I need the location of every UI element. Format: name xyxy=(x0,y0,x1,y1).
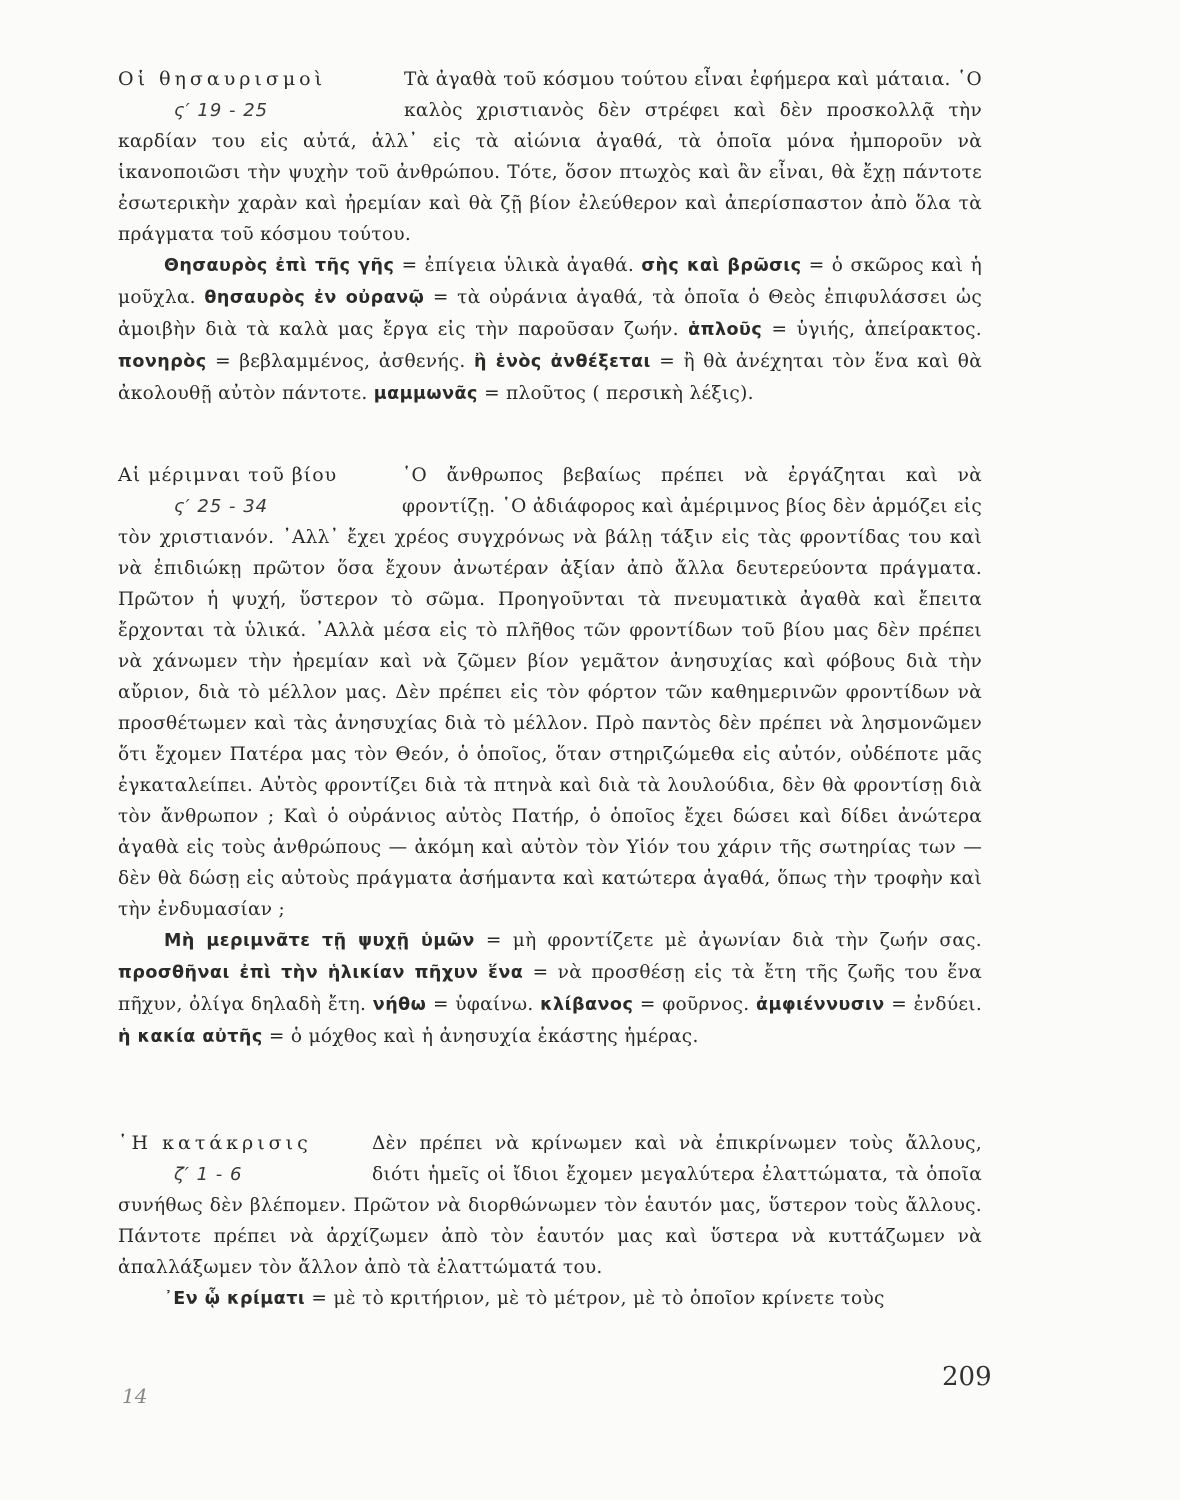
glossary-notes xyxy=(118,925,982,1053)
page-number: 209 xyxy=(942,1362,992,1392)
note-text: = ἢ θὰ ἀνέχηται τὸν ἕνα καὶ θὰ ἀκολουθῇ αὐτὸν πάντοτε. xyxy=(118,351,983,404)
note-text: = ὁ σκῶρος καὶ ἡ μοῦχλα. xyxy=(118,255,982,308)
section-judgement xyxy=(118,1128,982,1315)
note-term: Θησαυρὸς ἐπὶ τῆς γῆς xyxy=(164,256,395,276)
note-text: = ὁ μόχθος καὶ ἡ ἀνησυχία ἑκάστης ἡμέρας. xyxy=(262,1026,699,1047)
scripture-reference: ζ′ 1 - 6 xyxy=(174,1164,243,1185)
note-text: = πλοῦτος ( περσικὴ λέξις). xyxy=(477,383,754,404)
note-text: = ὑφαίνω. xyxy=(426,994,541,1015)
note-term: ᾿Εν ᾧ κρίματι xyxy=(164,1289,306,1309)
section-body: Δὲν πρέπει νὰ κρίνωμεν καὶ νὰ ἐπικρίνωμεν τοὺς ἄλλους, διότι ἡμεῖς οἱ ἴδιοι ἔχομεν μεγαλύτερα ἐλαττώματα, τὰ ὁποῖα συνήθως δὲν βλέπομεν. Πρῶτον νὰ διορθώνωμεν τὸν ἑαυτόν μας, ὕστερον τοὺς ἄλλους. Πάντοτε πρέπει νὰ ἀρχίζωμεν ἀπὸ τὸν ἑαυτόν μας καὶ ὕστερα νὰ κυττάζωμεν νὰ ἀπαλλάξωμεν τὸν ἄλλον ἀπὸ τὰ ἐλαττώματά του. xyxy=(118,1133,982,1278)
glossary-notes xyxy=(118,1283,982,1315)
section-heading xyxy=(118,1128,358,1190)
section-title: ῾Η κατάκρισις xyxy=(118,1132,312,1154)
note-term: ἡ κακία αὐτῆς xyxy=(118,1027,263,1047)
note-text: = τὰ οὐράνια ἀγαθά, τὰ ὁποῖα ὁ Θεὸς ἐπιφυλάσσει ὡς ἀμοιβὴν διὰ τὰ καλὰ μας ἔργα εἰς τὴν παροῦσαν ζωήν. xyxy=(118,287,983,340)
note-term: θησαυρὸς ἐν οὐρανῷ xyxy=(204,288,425,308)
section-body: Τὰ ἀγαθὰ τοῦ κόσμου τούτου εἶναι ἐφήμερα καὶ μάταια. ῾Ο καλὸς χριστιανὸς δὲν στρέφει καὶ δὲν προσκολλᾷ τὴν καρδίαν του εἰς αὐτά, ἀλλ᾽ εἰς τὰ αἰώνια ἀγαθά, τὰ ὁποῖα μόνα ἠμποροῦν νὰ ἱκανοποιῶσι τὴν ψυχὴν τοῦ ἀνθρώπου. Τότε, ὅσον πτωχὸς καὶ ἂν εἶναι, θὰ ἔχῃ πάντοτε ἐσωτερικὴν χαρὰν καὶ ἠρεμίαν καὶ θὰ ζῇ βίον ἐλεύθερον καὶ ἀπερίσπαστον ἀπὸ ὅλα τὰ πράγματα τοῦ κόσμου τούτου. xyxy=(118,69,982,245)
scripture-reference: ς′ 19 - 25 xyxy=(174,100,269,121)
note-text: = ἐνδύει. xyxy=(884,994,982,1015)
section-treasures xyxy=(118,64,982,410)
section-title: Οἱ θησαυρισμοὶ xyxy=(118,68,327,90)
note-term: σὴς καὶ βρῶσις xyxy=(641,256,802,276)
note-term: Μὴ μεριμνᾶτε τῇ ψυχῇ ὑμῶν xyxy=(164,931,475,951)
note-text: = μὴ φροντίζετε μὲ ἀγωνίαν διὰ τὴν ζωήν σας. xyxy=(474,930,982,951)
note-text: = ὑγιής, ἀπείρακτος. xyxy=(762,319,982,340)
note-text: = φοῦρνος. xyxy=(633,994,757,1015)
section-cares-of-life xyxy=(118,460,982,1053)
glossary-notes xyxy=(118,250,982,410)
section-title: Αἱ μέριμναι τοῦ βίου xyxy=(118,464,338,486)
note-term: κλίβανος xyxy=(540,995,634,1015)
note-term: ἢ ἑνὸς ἀνθέξεται xyxy=(473,352,651,372)
signature-mark: 14 xyxy=(122,1384,148,1408)
note-term: ἁπλοῦς xyxy=(688,320,763,340)
note-text: = ἐπίγεια ὑλικὰ ἀγαθά. xyxy=(394,255,642,276)
scripture-reference: ς′ 25 - 34 xyxy=(174,496,269,517)
note-term: ἀμφιέννυσιν xyxy=(756,995,885,1015)
section-heading xyxy=(118,460,388,522)
note-term: προσθῆναι ἐπὶ τὴν ἡλικίαν πῆχυν ἕνα xyxy=(118,963,524,983)
note-term: νήθω xyxy=(372,995,427,1015)
section-heading xyxy=(118,64,390,126)
note-text: = μὲ τὸ κριτήριον, μὲ τὸ μέτρον, μὲ τὸ ὁποῖον κρίνετε τοὺς xyxy=(305,1288,885,1309)
section-body: ῾Ο ἄνθρωπος βεβαίως πρέπει νὰ ἐργάζηται καὶ νὰ φροντίζῃ. ῾Ο ἀδιάφορος καὶ ἀμέριμνος βίος δὲν ἁρμόζει εἰς τὸν χριστιανόν. ᾿Αλλ᾽ ἔχει χρέος συγχρόνως νὰ βάλῃ τάξιν εἰς τὰς φροντίδας του καὶ νὰ ἐπιδιώκῃ πρῶτον ὅσα ἔχουν ἀνωτέραν ἀξίαν ἀπὸ ἄλλα δευτερεύοντα πράγματα. Πρῶτον ἡ ψυχή, ὕστερον τὸ σῶμα. Προηγοῦνται τὰ πνευματικὰ ἀγαθὰ καὶ ἔπειτα ἔρχονται τὰ ὑλικά. ᾿Αλλὰ μέσα εἰς τὸ πλῆθος τῶν φροντίδων τοῦ βίου μας δὲν πρέπει νὰ χάνωμεν τὴν ἠρεμίαν καὶ νὰ ζῶμεν βίον γεμᾶτον ἀνησυχίας καὶ φόβους διὰ τὴν αὔριον, διὰ τὸ μέλλον μας. Δὲν πρέπει εἰς τὸν φόρτον τῶν καθημερινῶν φροντίδων νὰ προσθέτωμεν καὶ τὰς ἀνησυχίας διὰ τὸ μέλλον. Πρὸ παντὸς δὲν πρέπει νὰ λησμονῶμεν ὅτι ἔχομεν Πατέρα μας τὸν Θεόν, ὁ ὁποῖος, ὅταν στηριζώμεθα εἰς αὐτόν, οὐδέποτε μᾶς ἐγκαταλείπει. Αὐτὸς φροντίζει διὰ τὰ πτηνὰ καὶ διὰ τὰ λουλούδια, δὲν θὰ φροντίσῃ διὰ τὸν ἄνθρωπον ; Καὶ ὁ οὐράνιος αὐτὸς Πατήρ, ὁ ὁποῖος ἔχει δώσει καὶ δίδει ἀνώτερα ἀγαθὰ εἰς τοὺς ἀνθρώπους — ἀκόμη καὶ αὐτὸν τὸν Υἱόν του χάριν τῆς σωτηρίας των — δὲν θὰ δώσῃ εἰς αὐτοὺς πράγματα ἀσήμαντα καὶ κατώτερα ἀγαθά, ὅπως τὴν τροφὴν καὶ τὴν ἐνδυμασίαν ; xyxy=(118,465,982,920)
note-term: πονηρὸς xyxy=(118,352,207,372)
note-text: = βεβλαμμένος, ἀσθενής. xyxy=(206,351,474,372)
note-term: μαμμωνᾶς xyxy=(373,384,478,404)
note-text: = νὰ προσθέσῃ εἰς τὰ ἔτη τῆς ζωῆς του ἕνα πῆχυν, ὀλίγα δηλαδὴ ἔτη. xyxy=(118,962,982,1015)
